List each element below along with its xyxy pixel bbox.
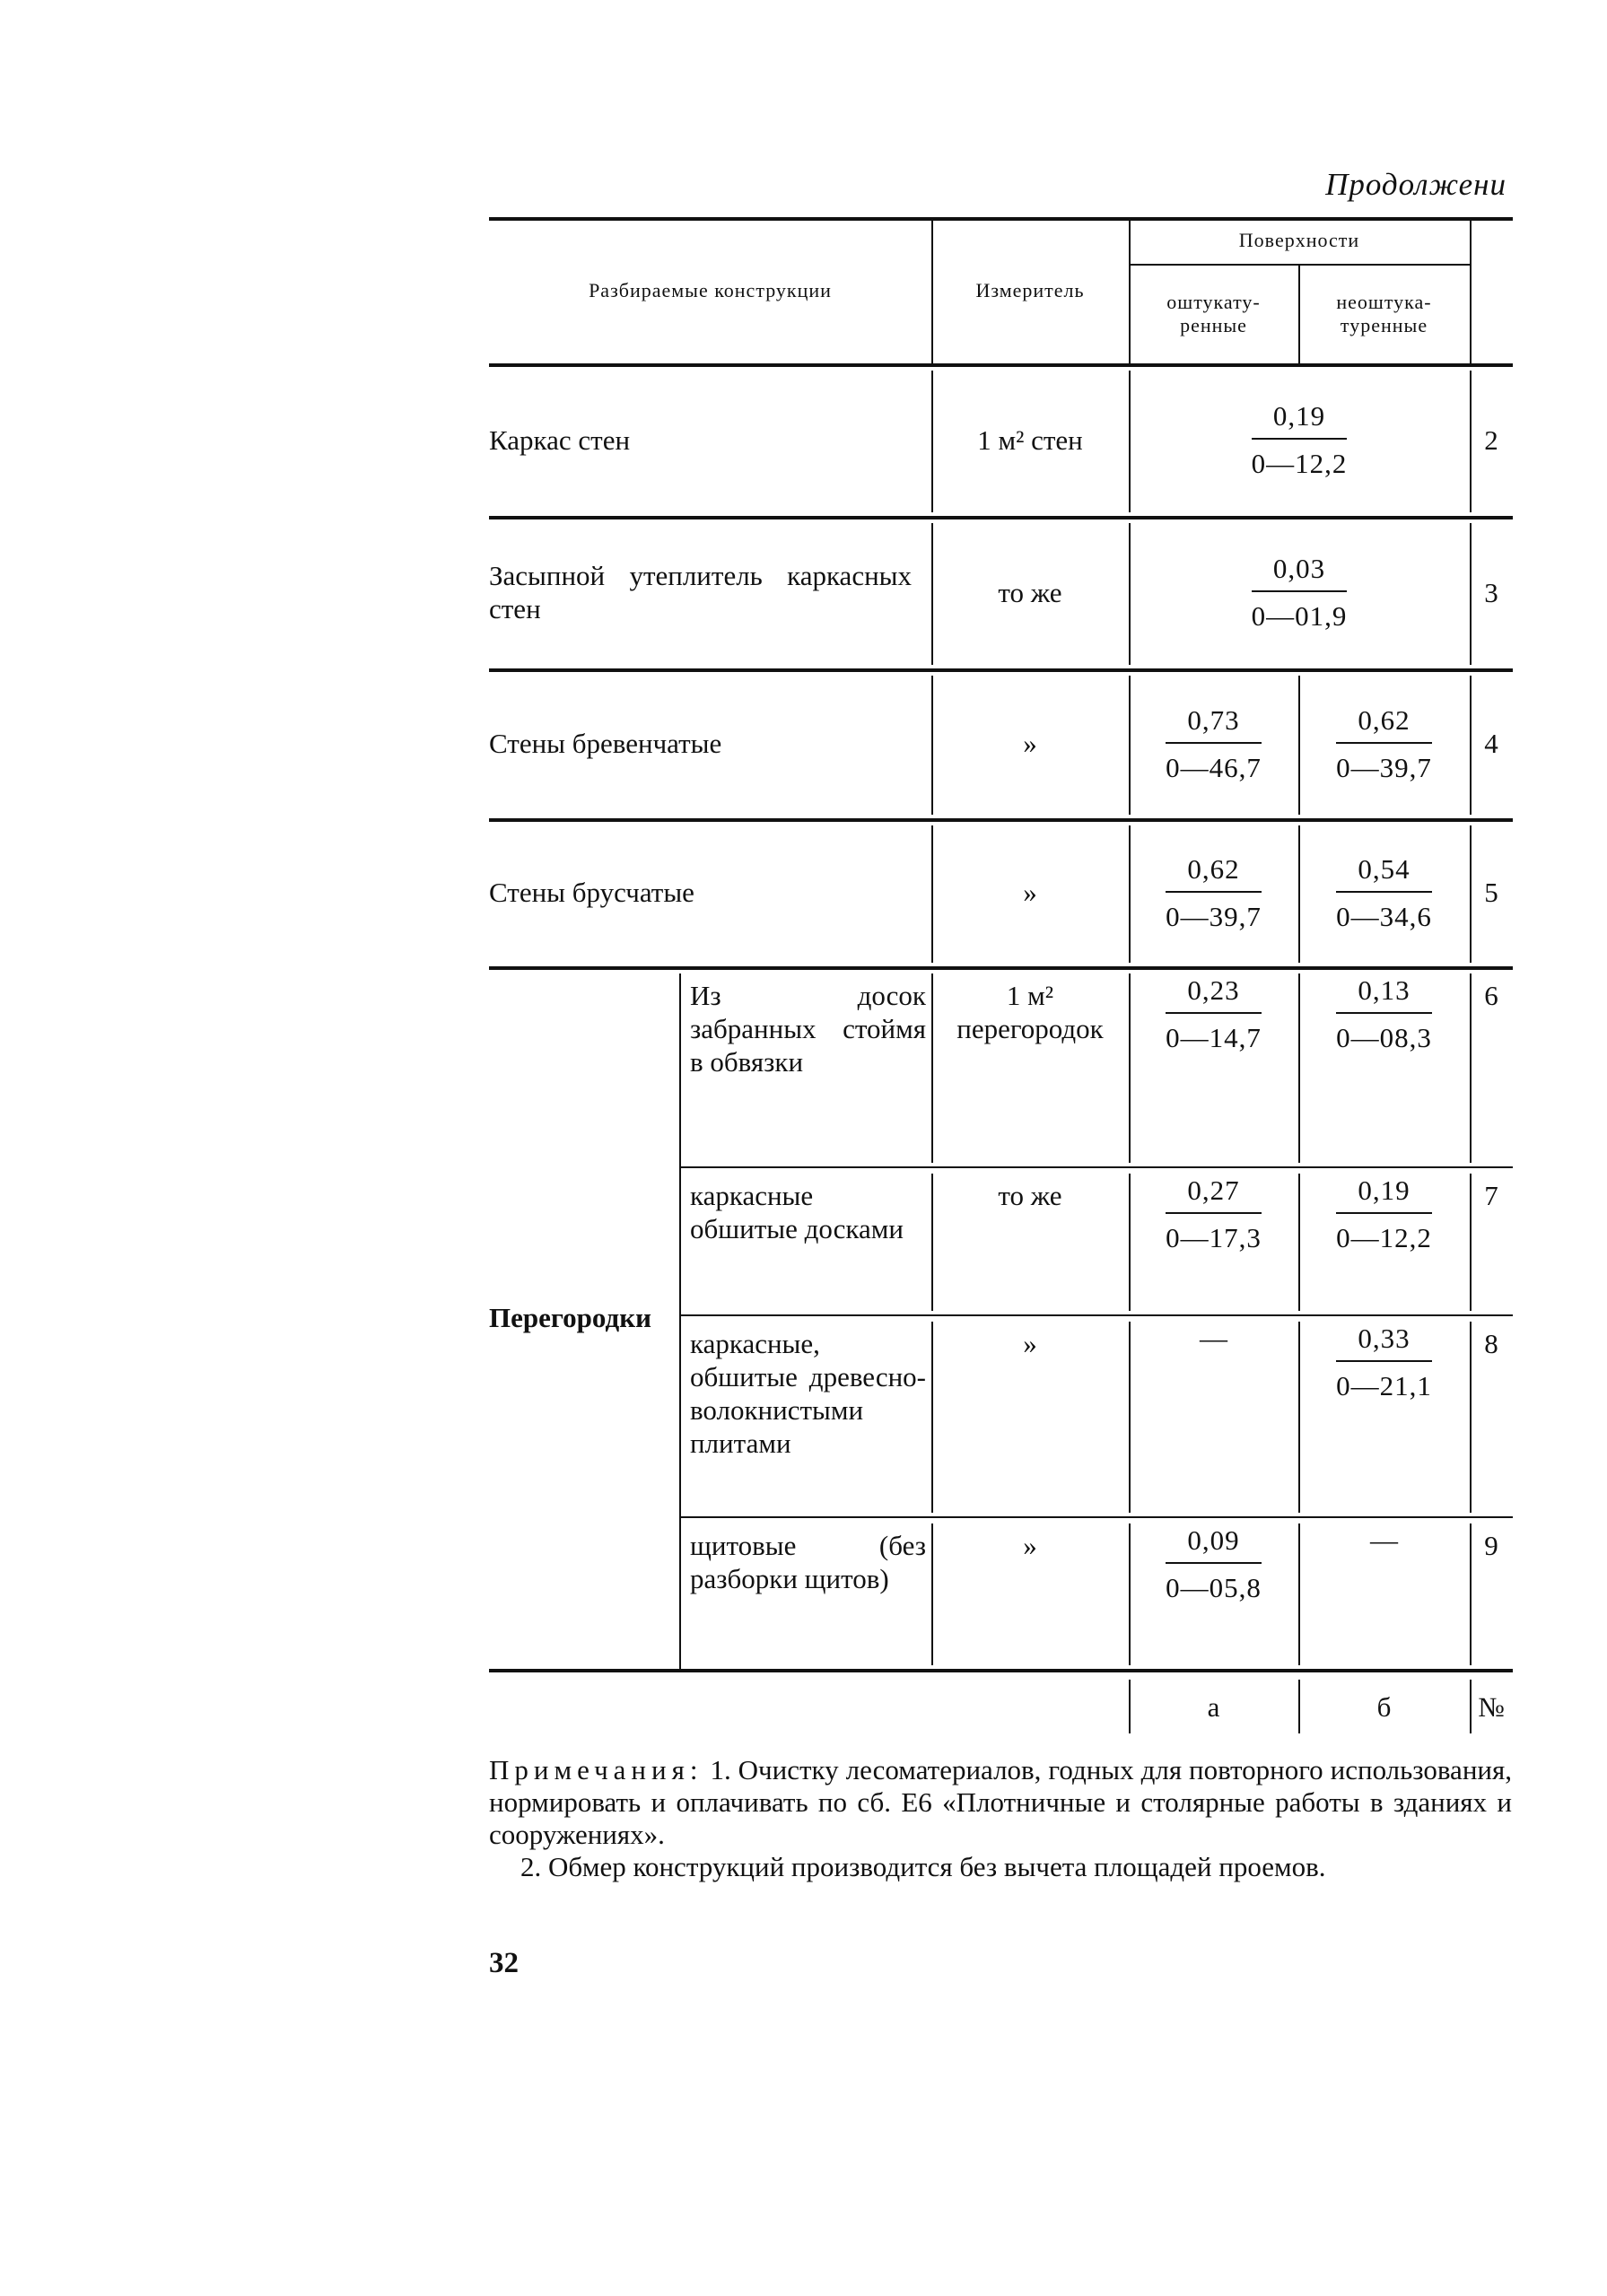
partition-construction	[690, 1529, 926, 1660]
partition-measure	[931, 979, 1129, 1157]
row-measure-text: »	[1023, 728, 1037, 759]
value-a	[1166, 1523, 1262, 1604]
row-number-text: 5	[1484, 877, 1498, 908]
partition-construction	[690, 1179, 926, 1305]
partition-construction-text: каркасные обшитые досками	[690, 1180, 904, 1244]
row-construction-text: Стены брусчатые	[489, 877, 694, 908]
header-col-rule	[1470, 217, 1472, 363]
value-a-denominator: 0—46,7	[1166, 742, 1262, 784]
header-measure	[931, 217, 1129, 363]
row-measure	[931, 668, 1129, 818]
value-a-denominator: 0—12,2	[1252, 438, 1348, 480]
partition-measure-text: »	[1023, 1530, 1037, 1561]
value-a-denominator: 0—14,7	[1166, 1012, 1262, 1054]
value-a	[1166, 973, 1262, 1054]
partition-measure-text: то же	[998, 1180, 1062, 1211]
value-b-denominator: 0—08,3	[1336, 1012, 1432, 1054]
partition-number	[1470, 1529, 1513, 1660]
partition-number-text: 6	[1484, 980, 1498, 1011]
partition-value-a	[1129, 1322, 1298, 1509]
value-a-dash: —	[1200, 1323, 1227, 1354]
row-construction	[489, 516, 912, 668]
row-value-span	[1129, 363, 1470, 516]
partition-measure	[931, 1179, 1129, 1305]
row-construction	[489, 818, 912, 966]
row-value-a	[1129, 668, 1298, 818]
value-a-denominator: 0—01,9	[1252, 590, 1348, 633]
value-a	[1166, 852, 1262, 933]
row-value-a	[1129, 818, 1298, 966]
partition-value-b	[1298, 1322, 1470, 1509]
value-b	[1336, 703, 1432, 784]
partition-measure	[931, 1529, 1129, 1660]
value-b	[1336, 852, 1432, 933]
header-construction	[489, 217, 931, 363]
partition-construction	[690, 1327, 926, 1507]
header-plastered-text: оштукату- ренные	[1166, 290, 1261, 336]
row-construction	[489, 363, 912, 516]
partition-measure-text: »	[1023, 1328, 1037, 1359]
row-number-text: 2	[1484, 423, 1498, 456]
row-value-b	[1298, 668, 1470, 818]
row-construction-text: Каркас стен	[489, 423, 631, 456]
table-bottom-rule	[489, 1669, 1513, 1672]
value-b-denominator: 0—34,6	[1336, 891, 1432, 933]
partition-value-a	[1129, 1174, 1298, 1307]
value-a	[1166, 1174, 1262, 1254]
row-construction-text: Засыпной утеплитель каркасных стен	[489, 560, 912, 624]
header-plastered	[1129, 264, 1298, 363]
partition-construction-text: щитовые (без разборки щитов)	[690, 1530, 926, 1594]
partition-construction-text: каркасные, обшитые древесно-волокнистыми плитами	[690, 1328, 926, 1459]
value-b-numerator: 0,19	[1358, 1174, 1410, 1206]
value-b-dash: —	[1370, 1524, 1398, 1556]
footer-no	[1470, 1680, 1513, 1733]
row-measure-text: то же	[998, 576, 1062, 608]
header-construction-text: Разбираемые конструкции	[589, 278, 832, 301]
header-measure-text: Измеритель	[975, 278, 1085, 301]
footer-no-text: №	[1478, 1690, 1505, 1723]
value-a-denominator: 0—05,8	[1166, 1562, 1262, 1604]
partition-value-b	[1298, 1523, 1470, 1662]
value-a-denominator: 0—39,7	[1166, 891, 1262, 933]
value-b-numerator: 0,54	[1358, 852, 1410, 885]
value-a-denominator: 0—17,3	[1166, 1212, 1262, 1254]
partition-construction	[690, 979, 926, 1157]
partition-value-b	[1298, 1174, 1470, 1307]
value-a-numerator: 0,73	[1187, 703, 1240, 736]
row-number	[1470, 363, 1513, 516]
partition-construction-text: Из досок забранных стоймя в обвязки	[690, 980, 926, 1078]
partition-number-text: 8	[1484, 1328, 1498, 1359]
partition-number-text: 7	[1484, 1180, 1498, 1211]
notes	[489, 1754, 1512, 1883]
row-number	[1470, 818, 1513, 966]
value-a	[1252, 552, 1348, 633]
row-measure	[931, 818, 1129, 966]
partition-number-text: 9	[1484, 1530, 1498, 1561]
partition-measure-text: 1 м² перегородок	[956, 980, 1104, 1044]
value-a-numerator: 0,09	[1187, 1524, 1240, 1556]
row-number-text: 3	[1484, 576, 1498, 608]
footer-a-text: а	[1207, 1690, 1220, 1723]
notes-title: Примечания:	[489, 1754, 703, 1785]
partition-row-rule	[679, 1516, 1513, 1518]
header-unplastered-text: неоштука- туренные	[1336, 290, 1432, 336]
note-1-text: 1. Очистку лесоматериалов, годных для повторного использования, нормировать и оплачивать по сб. Е6 «Плотничные и столярные работы в зданиях и сооружениях».	[489, 1754, 1513, 1850]
partition-value-a	[1129, 973, 1298, 1159]
value-b-denominator: 0—12,2	[1336, 1212, 1432, 1254]
row-measure-text: 1 м² стен	[977, 423, 1083, 456]
row-measure	[931, 516, 1129, 668]
footer-a	[1129, 1680, 1298, 1733]
partition-number	[1470, 979, 1513, 1157]
partitions-label-text: Перегородки	[489, 1302, 651, 1333]
partition-measure	[931, 1327, 1129, 1507]
value-a-numerator: 0,19	[1272, 400, 1326, 432]
value-b-numerator: 0,33	[1358, 1323, 1410, 1354]
value-a	[1252, 399, 1348, 480]
row-construction-text: Стены бревенчатые	[489, 728, 722, 759]
value-b	[1336, 973, 1432, 1054]
partitions-divider	[679, 973, 681, 1669]
row-number-text: 4	[1484, 728, 1498, 759]
value-a-numerator: 0,23	[1187, 974, 1240, 1006]
header-surfaces-text: Поверхности	[1238, 229, 1360, 251]
row-measure-text: »	[1023, 877, 1037, 908]
value-a-numerator: 0,27	[1187, 1174, 1240, 1206]
partitions-label	[489, 966, 679, 1669]
value-a-numerator: 0,03	[1272, 553, 1326, 584]
header-surfaces	[1129, 217, 1470, 264]
row-construction	[489, 668, 912, 818]
partition-value-a	[1129, 1523, 1298, 1662]
partition-row-rule	[679, 1166, 1513, 1168]
value-b-numerator: 0,62	[1358, 703, 1410, 736]
footer-b	[1298, 1680, 1470, 1733]
row-measure	[931, 363, 1129, 516]
value-a-numerator: 0,62	[1187, 852, 1240, 885]
row-number	[1470, 516, 1513, 668]
row-value-b	[1298, 818, 1470, 966]
value-b-numerator: 0,13	[1358, 974, 1410, 1006]
partition-value-b	[1298, 973, 1470, 1159]
footer-b-text: б	[1376, 1690, 1392, 1723]
page-number: 32	[489, 1947, 519, 1979]
partition-row-rule	[679, 1314, 1513, 1316]
row-value-span	[1129, 516, 1470, 668]
row-number	[1470, 668, 1513, 818]
value-a	[1166, 703, 1262, 784]
header-unplastered	[1298, 264, 1470, 363]
value-b-denominator: 0—21,1	[1336, 1360, 1432, 1402]
value-b-denominator: 0—39,7	[1336, 742, 1432, 784]
note-1	[489, 1754, 1512, 1851]
value-b	[1336, 1322, 1432, 1402]
continued-label: Продолжени	[1325, 167, 1507, 202]
partition-number	[1470, 1179, 1513, 1305]
note-2: 2. Обмер конструкций производится без вычета площадей проемов.	[520, 1851, 1326, 1882]
value-b	[1336, 1174, 1432, 1254]
partition-number	[1470, 1327, 1513, 1507]
